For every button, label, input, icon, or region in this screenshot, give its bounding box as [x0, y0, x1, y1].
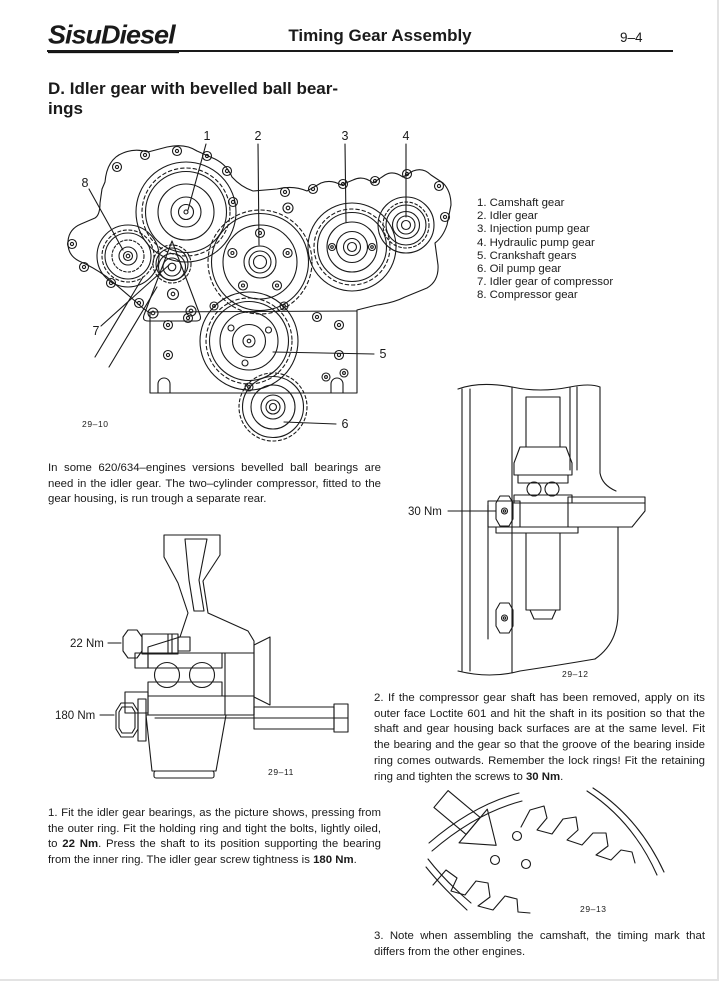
step-1-text-end: .: [353, 854, 357, 867]
parts-list-item: 5. Crankshaft gears: [477, 249, 577, 262]
gear-housing-outline: [68, 146, 451, 393]
parts-list-item: 2. Idler gear: [477, 210, 538, 223]
figure-number-29-11: 29–11: [268, 767, 295, 777]
brand-logo: SisuDiesel: [48, 21, 179, 53]
figure-number-29-10: 29–10: [82, 419, 109, 429]
gear-teeth-lower: [526, 533, 560, 610]
idler-gear-section-drawing: [100, 535, 348, 778]
parts-list-item: 8. Compressor gear: [477, 289, 578, 302]
callout-7: 7: [92, 324, 100, 338]
gear-compressor-idler: [144, 241, 201, 321]
compressor-section-drawing: [448, 384, 645, 675]
parts-list-item: 7. Idler gear of compressor: [477, 276, 614, 289]
torque-value-30nm: 30 Nm: [525, 770, 561, 783]
gear-rim-arc-upper: [429, 793, 522, 851]
step-1-text: 1. Fit the idler gear bearings, as the picture shows, pressing from the outer ring. Fit the holding ring and tight the bolts, lightly oiled, to: [48, 807, 381, 851]
figure-compressor-cross-section: [400, 375, 700, 685]
gear-rim-arc-right: [587, 788, 664, 875]
inner-ring-section: [148, 696, 254, 715]
section-heading: [48, 79, 338, 119]
gear-rim-section: [225, 653, 254, 715]
gear-camshaft: [142, 168, 230, 256]
parts-list-item: 3. Injection pump gear: [477, 223, 590, 236]
intro-paragraph: In some 620/634–engines versions bevelled ball bearings are need in the idler gear. The two–cylinder compressor, fitted to the gear housing, is run trough a separate rear.: [48, 462, 381, 506]
figure-number-29-12: 29–12: [562, 669, 589, 679]
callout-8: 8: [81, 176, 89, 190]
bearing-ball: [190, 663, 215, 688]
gear-idler: [208, 210, 312, 314]
parts-list: [477, 197, 613, 303]
idler-shaft-nut: [116, 699, 146, 741]
callout-1: 1: [203, 129, 211, 143]
callout-6: 6: [341, 417, 349, 431]
housing-flange-section: [568, 497, 645, 527]
callout-2: 2: [254, 129, 262, 143]
parts-list-item: 6. Oil pump gear: [477, 263, 562, 276]
header-rule: [47, 50, 673, 52]
torque-label-30nm: 30 Nm: [408, 506, 442, 518]
bearing-ball: [155, 663, 180, 688]
pointer-arrow-icon: [427, 783, 510, 862]
page-number: 9–4: [620, 30, 643, 45]
gear-teeth-upper: [521, 806, 635, 863]
page-title: Timing Gear Assembly: [288, 26, 472, 45]
figure-idler-cross-section: [50, 525, 350, 783]
figure-timing-mark-detail: [425, 783, 715, 920]
rim-flange-section: [254, 637, 270, 705]
step-3-paragraph: 3. Note when assembling the camshaft, the timing mark that differs from the other engines.: [374, 930, 705, 958]
section-heading-line1: D. Idler gear with bevelled ball bear-: [48, 79, 339, 98]
gear-teeth-upper: [526, 397, 560, 447]
figure-number-29-13: 29–13: [580, 904, 607, 914]
timing-mark-drawing: [426, 783, 664, 913]
timing-mark-dot: [491, 856, 500, 865]
gear-compressor: [102, 230, 154, 282]
torque-value-180nm: 180 Nm: [313, 854, 354, 867]
lock-plate: [496, 527, 578, 533]
callout-4: 4: [402, 129, 410, 143]
callout-5: 5: [379, 347, 387, 361]
gear-injection-pump: [314, 209, 390, 285]
gear-hub-section: [514, 447, 572, 475]
step-2-text: 2. If the compressor gear shaft has been removed, apply on its outer face Loctite 601 and hit the shaft in its position so that the shaft and gear housing back surfaces are at the same level. Fit the bearing and the gear so that the groove of the bearing inside ring comes outwards. Remember the lock rings! Fit the retaining ring and tighten the screws to: [374, 692, 705, 783]
callout-3: 3: [341, 129, 349, 143]
step-1-text-mid: . Press the shaft to its position supporting the bearing from the inner ring. The idler gear screw tightness is: [48, 838, 381, 867]
parts-list-item: 1. Camshaft gear: [477, 197, 565, 209]
torque-label-22nm: 22 Nm: [70, 638, 104, 650]
bearing-outer-ring: [518, 475, 568, 483]
torque-value-22nm: 22 Nm: [62, 838, 99, 851]
timing-mark-dot: [522, 860, 531, 869]
bearing-ball: [545, 482, 559, 496]
step-2-paragraph: [374, 691, 705, 785]
parts-list-item: 4. Hydraulic pump gear: [477, 236, 595, 249]
step-1-paragraph: [48, 806, 381, 869]
torque-label-180nm: 180 Nm: [55, 710, 96, 722]
section-heading-line2: ings: [48, 99, 83, 118]
gear-crankshaft: [206, 298, 292, 384]
retaining-screw-lower: [496, 603, 513, 633]
step-2-text-end: .: [560, 770, 564, 783]
bearing-ball: [527, 482, 541, 496]
splined-shaft-section: [146, 715, 226, 771]
timing-mark-dot: [513, 832, 522, 841]
